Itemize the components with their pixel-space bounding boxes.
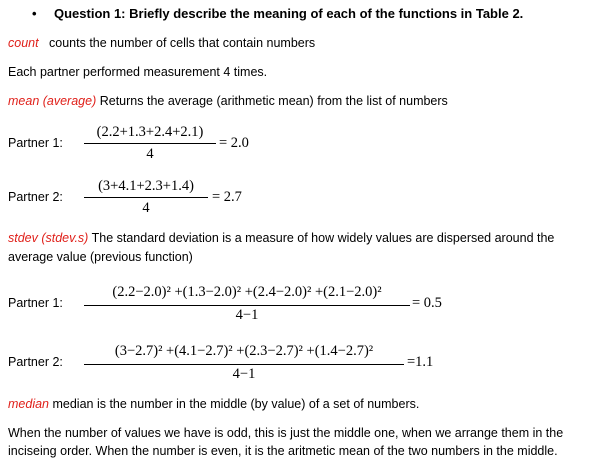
stdev-term: stdev (stdev.s): [8, 231, 89, 245]
mean-partner1-numerator: (2.2+1.3+2.4+2.1): [96, 124, 204, 140]
mean-line: [8, 94, 448, 108]
median-desc: median is the number in the middle (by value) of a set of numbers.: [52, 397, 420, 411]
stdev-line1: [8, 231, 554, 245]
question-text: Question 1: Briefly describe the meaning of each of the functions in Table 2.: [54, 6, 524, 21]
count-line: [8, 36, 315, 50]
stdev-partner1-numerator: (2.2−2.0)² +(1.3−2.0)² +(2.4−2.0)² +(2.1−2.0)²: [112, 284, 382, 300]
stdev-partner1-label: Partner 1:: [8, 296, 63, 310]
mean-partner2-label: Partner 2:: [8, 190, 63, 204]
stdev-partner2-label: Partner 2:: [8, 355, 63, 369]
mean-partner2-denominator: 4: [142, 200, 150, 216]
measurement-note: Each partner performed measurement 4 times.: [8, 65, 268, 79]
stdev-partner1-result: = 0.5: [412, 295, 442, 311]
median-note-line2: inciseing order. When the number is even, it is the aritmetic mean of the two numbers in the middle.: [8, 444, 558, 458]
mean-partner2-numerator: (3+4.1+2.3+1.4): [98, 178, 194, 194]
median-term: median: [8, 397, 49, 411]
bullet-icon: •: [32, 6, 37, 21]
mean-partner1-fraction-bar: [84, 143, 216, 144]
stdev-desc-line2: average value (previous function): [8, 250, 193, 264]
mean-partner1-result: = 2.0: [219, 135, 249, 151]
mean-partner1-denominator: 4: [146, 146, 154, 162]
mean-partner2-result: = 2.7: [212, 189, 242, 205]
count-desc: counts the number of cells that contain numbers: [49, 36, 316, 50]
stdev-partner2-result: =1.1: [407, 354, 434, 370]
mean-term: mean (average): [8, 94, 97, 108]
mean-partner1-label: Partner 1:: [8, 136, 63, 150]
stdev-partner2-fraction-bar: [84, 364, 404, 365]
mean-desc: Returns the average (arithmetic mean) from the list of numbers: [99, 94, 448, 108]
stdev-partner2-denominator: 4−1: [232, 366, 256, 382]
median-note-line1: When the number of values we have is odd, this is just the middle one, when we arrange them in the: [8, 426, 564, 440]
mean-partner2-fraction-bar: [84, 197, 208, 198]
stdev-desc-line1: The standard deviation is a measure of how widely values are dispersed around the: [91, 231, 555, 245]
stdev-partner1-denominator: 4−1: [235, 307, 259, 323]
count-term: count: [8, 36, 39, 50]
stdev-partner1-fraction-bar: [84, 305, 410, 306]
question-heading: [32, 6, 523, 21]
stdev-partner2-numerator: (3−2.7)² +(4.1−2.7)² +(2.3−2.7)² +(1.4−2.7)²: [114, 343, 374, 359]
median-line: [8, 397, 419, 411]
